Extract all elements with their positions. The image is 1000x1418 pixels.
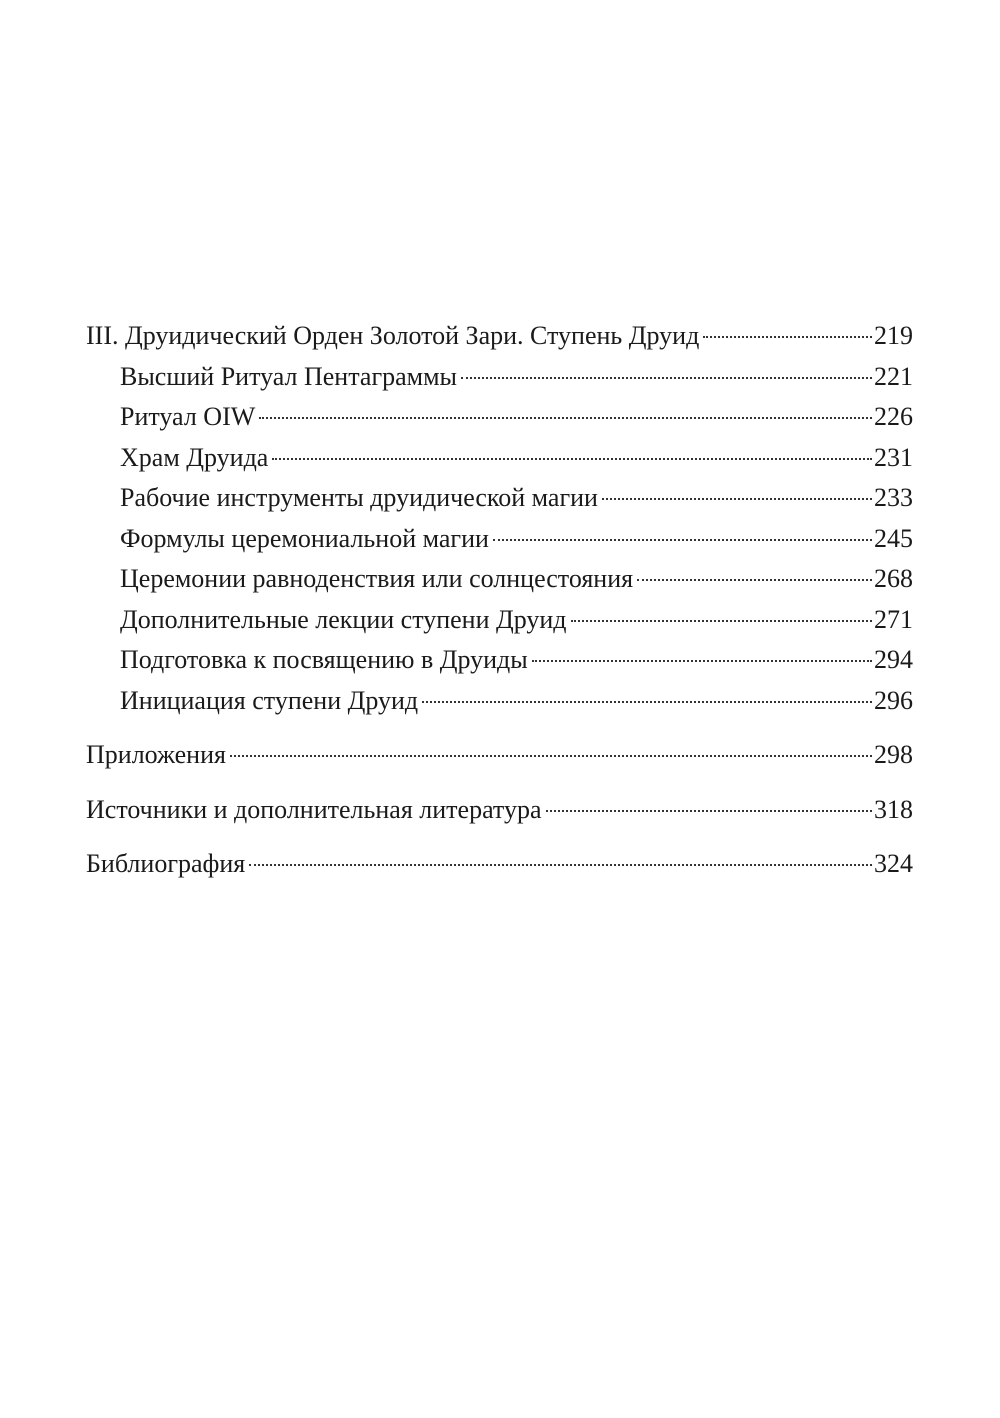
toc-entry-page: 268 — [874, 564, 913, 593]
toc-entry-druid-temple[interactable] — [86, 438, 913, 479]
toc-entry-initiation-prep[interactable] — [86, 640, 913, 681]
toc-entry-ceremonial-formulas[interactable] — [86, 519, 913, 560]
toc-entry-part-3[interactable] — [86, 316, 913, 357]
toc-entry-label: Рабочие инструменты друидической магии — [120, 483, 598, 512]
dot-leader — [272, 458, 872, 460]
toc-entry-page: 296 — [874, 685, 913, 715]
toc-entry-page: 233 — [874, 483, 913, 512]
toc-entry-page: 318 — [874, 794, 913, 824]
toc-entry-additional-lectures[interactable] — [86, 600, 913, 641]
toc-entry-label: Высший Ритуал Пентаграммы — [120, 361, 458, 391]
toc-entry-page: 226 — [874, 402, 913, 431]
toc-entry-label: Инициация ступени Друид — [120, 685, 419, 715]
toc-entry-label: Приложения — [86, 740, 226, 769]
toc-entry-oiw-ritual[interactable] — [86, 397, 913, 438]
toc-entry-page: 294 — [874, 645, 913, 674]
toc-entry-label: Храм Друида — [120, 442, 269, 472]
toc-entry-label: Дополнительные лекции ступени Друид — [120, 604, 567, 634]
table-of-contents — [86, 316, 913, 885]
dot-leader — [230, 755, 872, 757]
toc-entry-page: 298 — [874, 740, 913, 769]
toc-entry-appendices[interactable] — [86, 735, 913, 776]
dot-leader — [422, 701, 872, 703]
dot-leader — [461, 377, 872, 379]
dot-leader — [703, 336, 872, 338]
toc-entry-label: Формулы церемониальной магии — [120, 523, 489, 553]
toc-entry-sources[interactable] — [86, 790, 913, 831]
toc-entry-bibliography[interactable] — [86, 844, 913, 885]
toc-entry-label: Церемонии равноденствия или солнцестояния — [120, 564, 634, 593]
toc-entry-working-tools[interactable] — [86, 478, 913, 519]
toc-entry-page: 219 — [874, 321, 913, 350]
dot-leader — [546, 810, 873, 812]
toc-entry-label: Библиография — [86, 849, 246, 878]
toc-entry-label: III. Друидический Орден Золотой Зари. Ступень Друид — [86, 321, 700, 350]
toc-entry-page: 221 — [874, 361, 913, 391]
dot-leader — [602, 498, 872, 500]
toc-entry-page: 245 — [874, 523, 913, 553]
dot-leader — [259, 417, 872, 419]
dot-leader — [637, 579, 872, 581]
dot-leader — [249, 864, 872, 866]
toc-entry-page: 271 — [874, 604, 913, 634]
toc-entry-page: 231 — [874, 442, 913, 472]
toc-entry-label: Ритуал OIW — [120, 402, 256, 431]
toc-entry-equinox-ceremonies[interactable] — [86, 559, 913, 600]
toc-entry-label: Подготовка к посвящению в Друиды — [120, 645, 528, 674]
dot-leader — [532, 660, 872, 662]
toc-entry-label: Источники и дополнительная литература — [86, 794, 542, 824]
dot-leader — [571, 620, 872, 622]
toc-entry-pentagram-ritual[interactable] — [86, 357, 913, 398]
toc-entry-page: 324 — [874, 849, 913, 878]
dot-leader — [493, 539, 872, 541]
toc-entry-druid-initiation[interactable] — [86, 681, 913, 722]
